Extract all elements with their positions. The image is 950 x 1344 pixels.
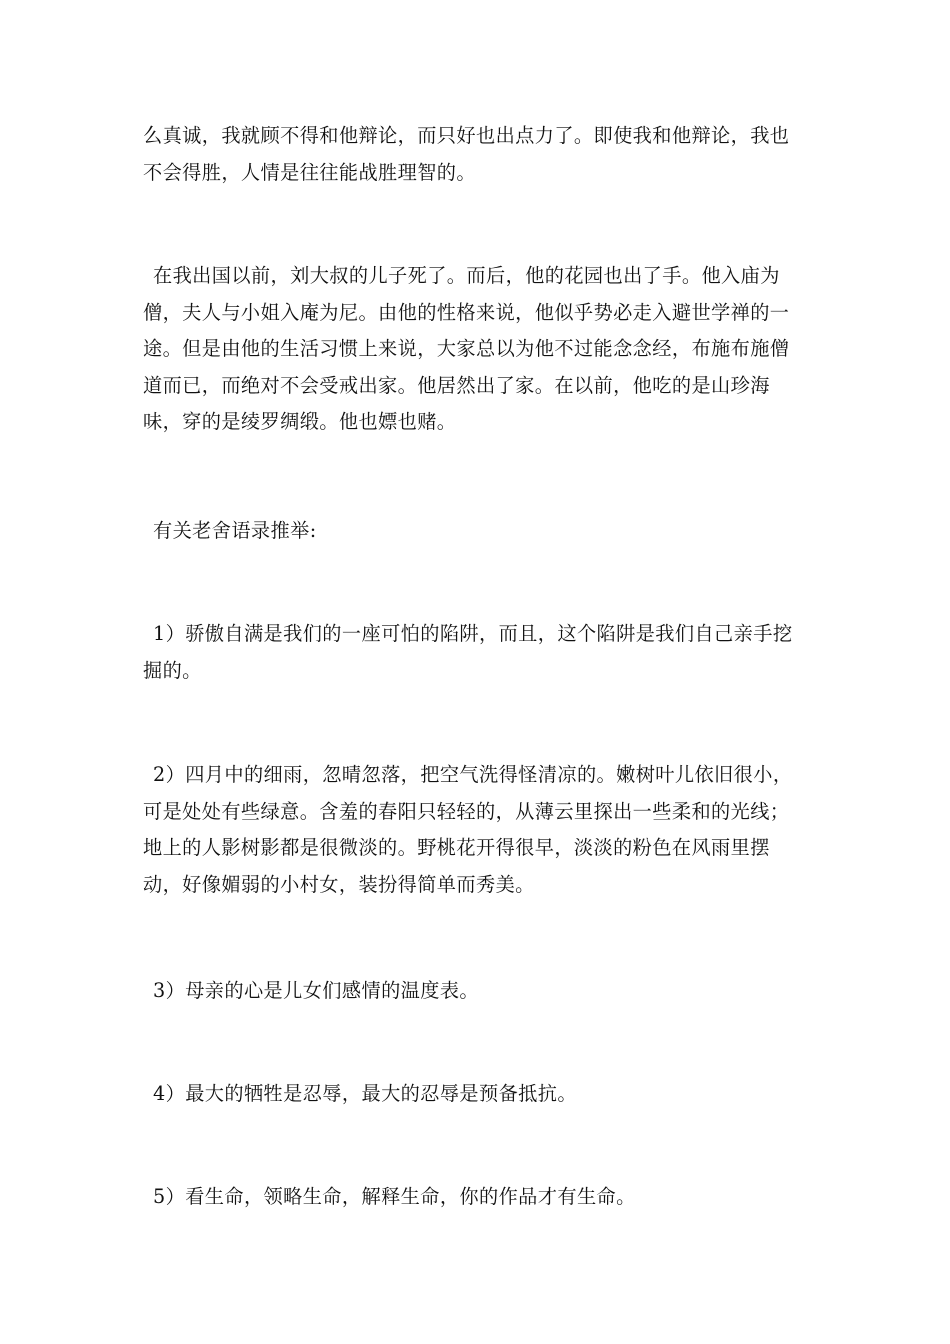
- paragraph-continuation: 么真诚，我就顾不得和他辩论，而只好也出点力了。即使我和他辩论，我也不会得胜，人情是往往能战胜理智的。: [143, 124, 790, 184]
- quote-item-4: 4）最大的牺牲是忍辱，最大的忍辱是预备抵抗。: [153, 1082, 577, 1105]
- quote-item-5: 5）看生命，领略生命，解释生命，你的作品才有生命。: [153, 1185, 636, 1208]
- paragraph-liu-dashu: 在我出国以前，刘大叔的儿子死了。而后，他的花园也出了手。他入庙为僧，夫人与小姐入庵为尼。由他的性格来说，他似乎势必走入避世学禅的一途。但是由他的生活习惯上来说，大家总以为他不过能念念经，布施布施僧道而已，而绝对不会受戒出家。他居然出了家。在以前，他吃的是山珍海味，穿的是绫罗绸缎。他也嫖也赌。: [143, 264, 790, 433]
- section-heading-quotes: 有关老舍语录推举:: [153, 519, 317, 542]
- quote-item-2: 2）四月中的细雨，忽晴忽落，把空气洗得怪清凉的。嫩树叶儿依旧很小，可是处处有些绿意。含羞的春阳只轻轻的，从薄云里探出一些柔和的光线；地上的人影树影都是很微淡的。野桃花开得很早，淡淡的粉色在风雨里摆动，好像媚弱的小村女，装扮得简单而秀美。: [143, 763, 793, 896]
- quote-item-3: 3）母亲的心是儿女们感情的温度表。: [153, 979, 480, 1002]
- quote-item-1: 1）骄傲自满是我们的一座可怕的陷阱，而且，这个陷阱是我们自己亲手挖掘的。: [143, 622, 793, 682]
